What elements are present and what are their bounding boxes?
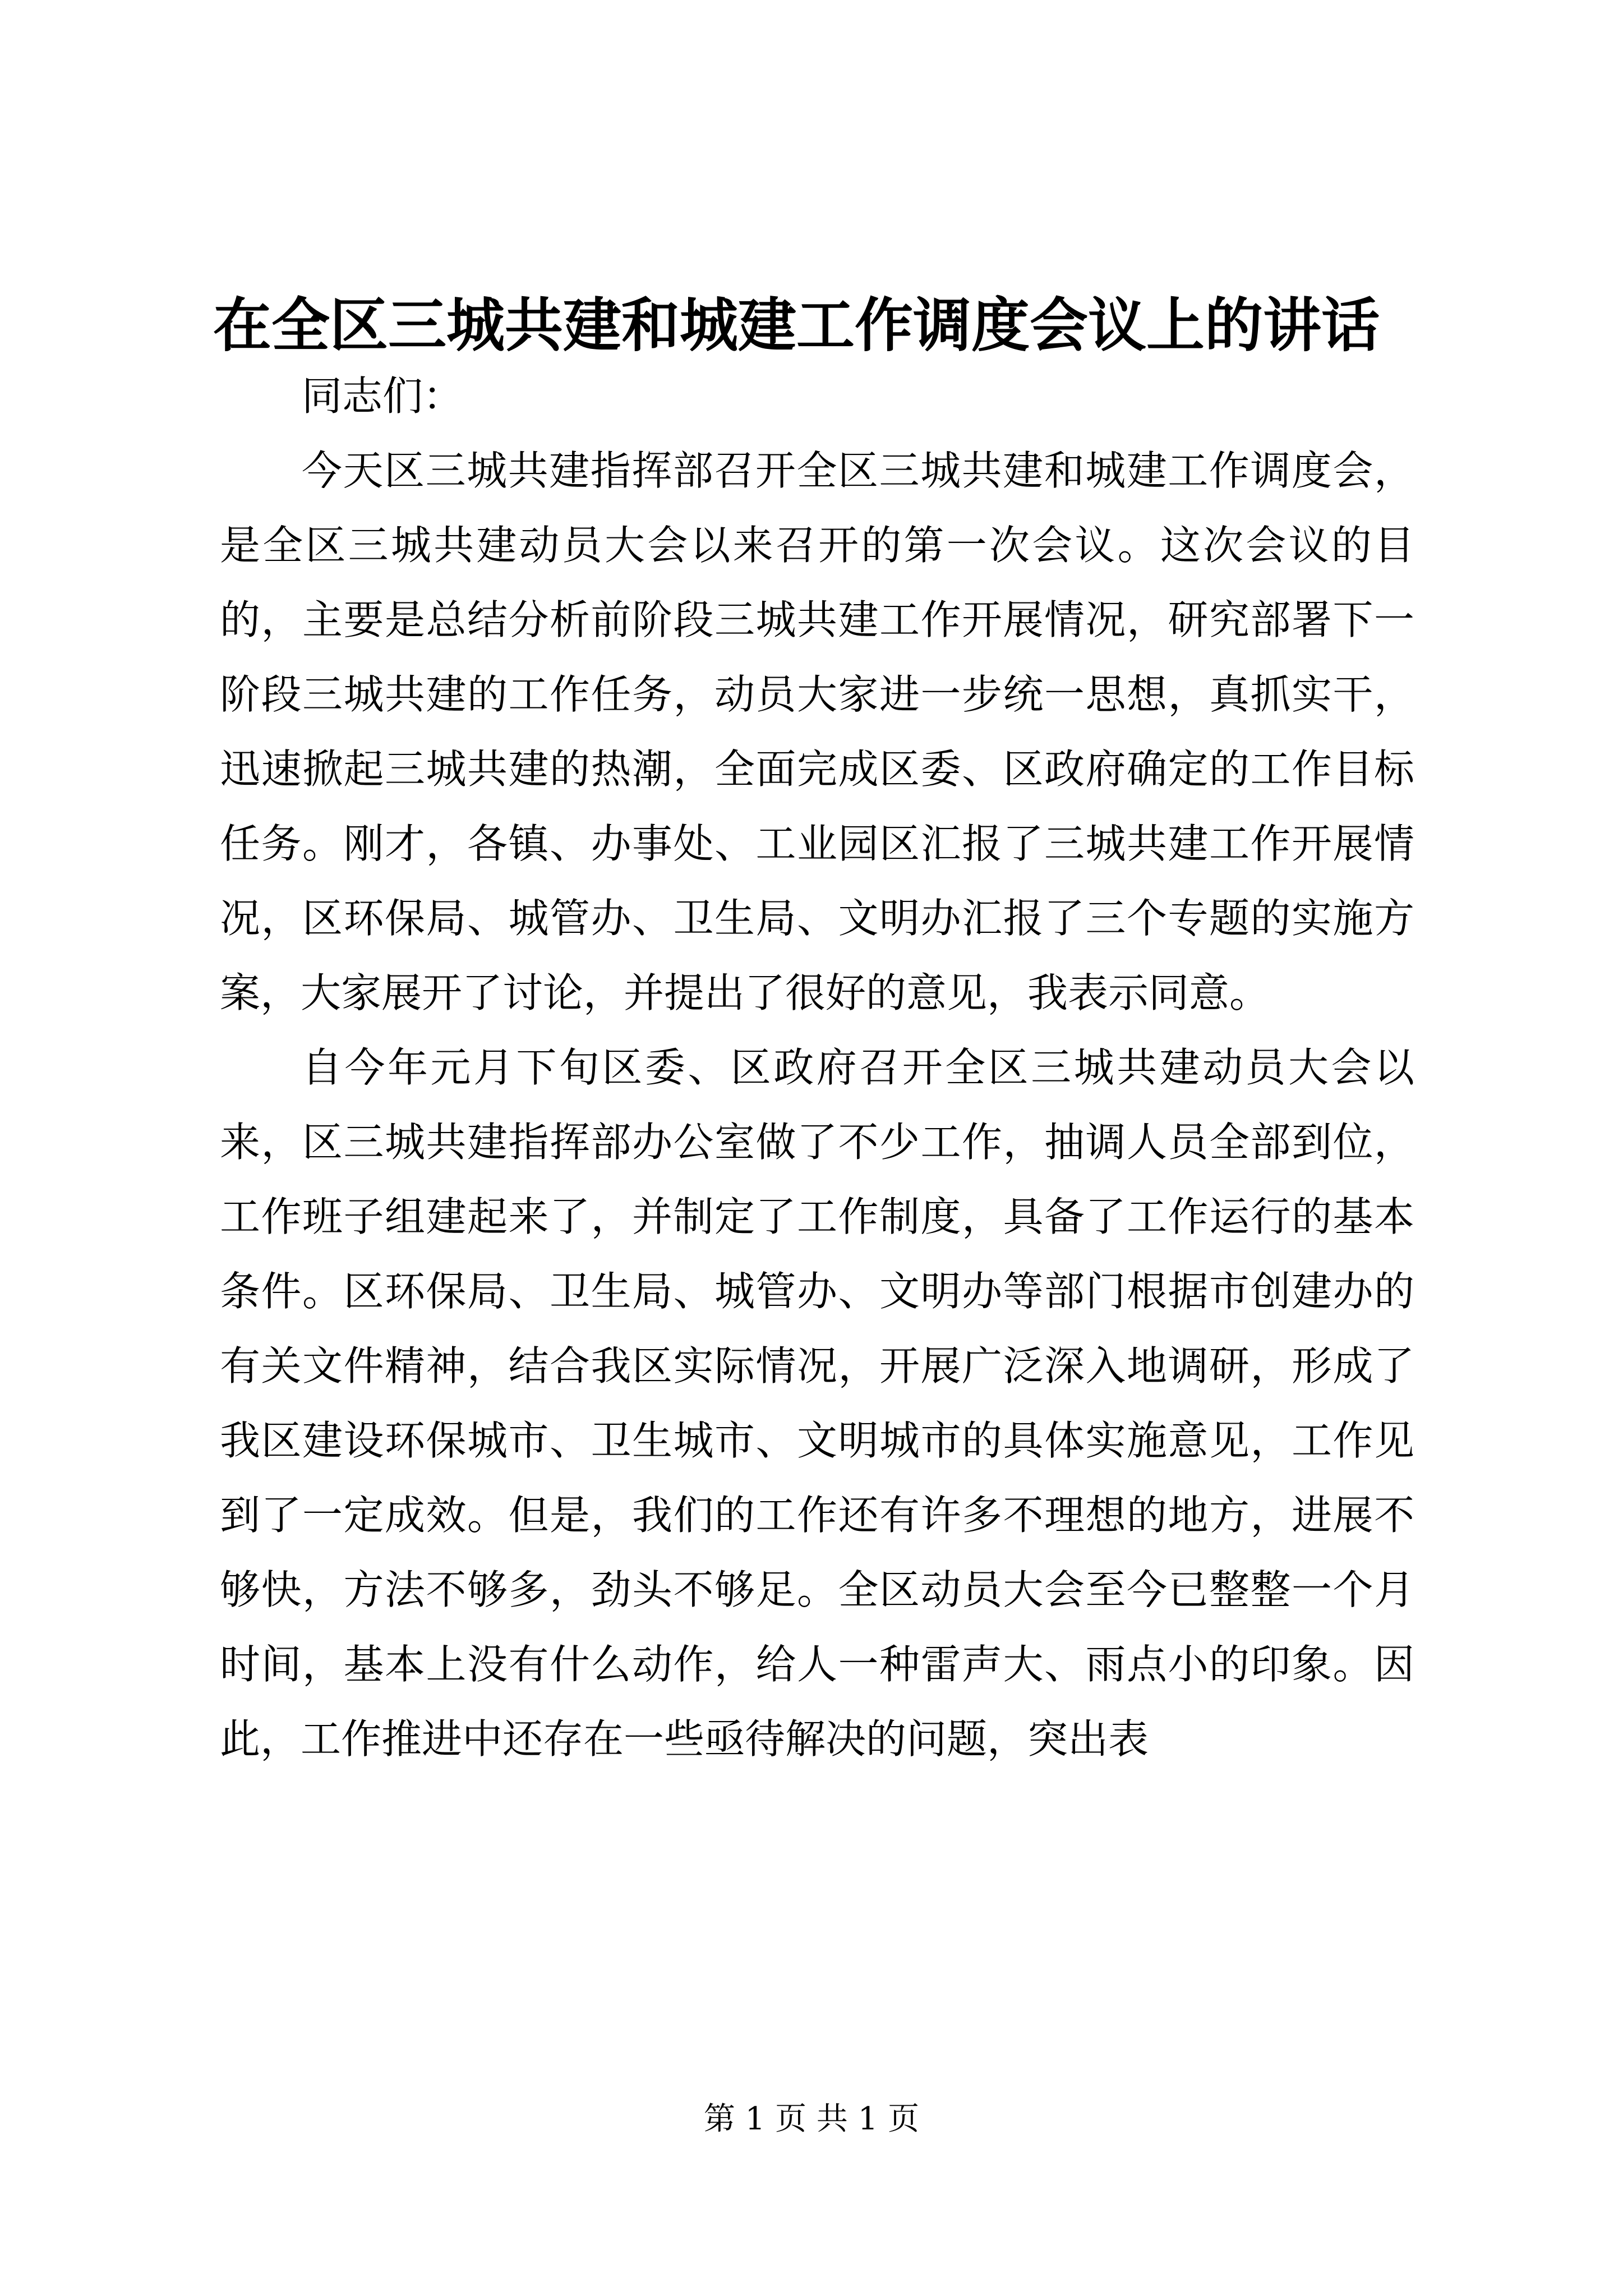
page-footer: 第 1 页 共 1 页 [703,2101,920,2137]
document-title: 在全区三城共建和城建工作调度会议上的讲话 [213,291,1380,360]
salutation: 同志们： [302,372,464,420]
paragraph-2: 自今年元月下旬区委、区政府召开全区三城共建动员大会以来，区三城共建指挥部办公室做了不少工作，抽调人员全部到位，工作班子组建起来了，并制定了工作制度，具备了工作运行的基本条件。区环保局、卫生局、城管办、文明办等部门根据市创建办的有关文件精神，结合我区实际情况，开展广泛深入地调研，形成了我区建设环保城市、卫生城市、文明城市的具体实施意见，工作见到了一定成效。但是，我们的工作还有许多不理想的地方，进展不够快，方法不够多，劲头不够足。全区动员大会至今已整整一个月时间，基本上没有什么动作，给人一种雷声大、雨点小的印象。因此，工作推进中还存在一些亟待解决的问题，突出表 [220,1044,1414,1763]
document-body [220,359,1414,1777]
paragraph-1: 今天区三城共建指挥部召开全区三城共建和城建工作调度会，是全区三城共建动员大会以来召开的第一次会议。这次会议的目的，主要是总结分析前阶段三城共建工作开展情况，研究部署下一阶段三城共建的工作任务，动员大家进一步统一思想，真抓实干，迅速掀起三城共建的热潮，全面完成区委、区政府确定的工作目标任务。刚才，各镇、办事处、工业园区汇报了三城共建工作开展情况，区环保局、城管办、卫生局、文明办汇报了三个专题的实施方案，大家展开了讨论，并提出了很好的意见，我表示同意。 [220,447,1414,1016]
